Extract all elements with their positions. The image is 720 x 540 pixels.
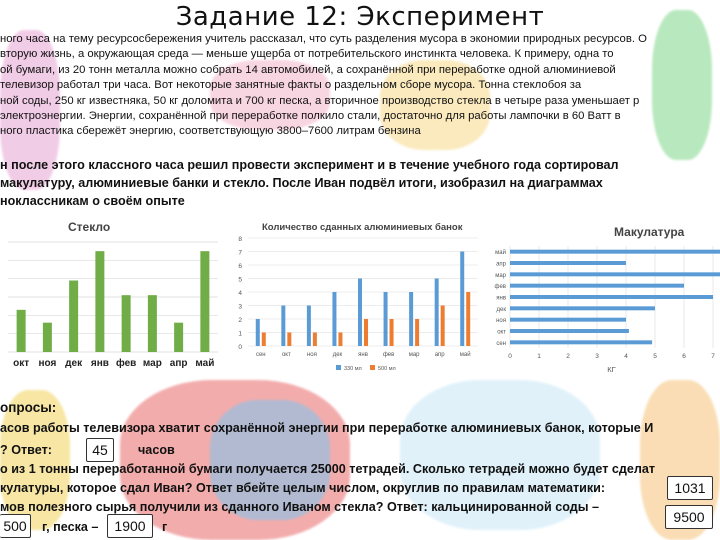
bar-май-330 мл: [460, 252, 464, 347]
x-axis-label: КГ: [607, 365, 616, 374]
bar-мар: [148, 295, 157, 352]
x-tick-label: сен: [255, 352, 266, 358]
x-tick-label: фев: [382, 352, 395, 358]
y-tick-label: 1: [238, 330, 242, 338]
question-2-text-cont: кулатуры, которое сдал Иван? Ответ вбейте целым числом, округлив по правилам математики:: [0, 481, 606, 495]
bar-окт: [510, 329, 629, 333]
y-tick-label: май: [495, 250, 506, 257]
y-tick-label: янв: [496, 295, 506, 302]
x-tick-label: 2: [566, 353, 570, 360]
chart-title: Количество сданных алюминиевых банок: [262, 222, 463, 233]
legend-swatch: [336, 365, 341, 370]
paragraph-line: ного пластика сбережёт энергию, соответствующую 3800–7600 литрам бензина: [0, 125, 421, 138]
bar-сен-330 мл: [256, 319, 260, 346]
question-1-text: асов работы телевизора хватит сохранённой энергии при переработке алюминиевых банок, которые И: [0, 421, 654, 435]
bar-янв-500 мл: [364, 319, 368, 346]
intro-line: макулатуру, алюминиевые банки и стекло. После Иван подвёл итоги, изобразил на диаграммах: [0, 176, 603, 190]
bar-мар-330 мл: [409, 292, 413, 346]
y-tick-label: мар: [495, 272, 506, 279]
x-tick-label: 4: [624, 353, 628, 360]
y-tick-label: 5: [238, 276, 242, 284]
bar-ноя: [510, 318, 626, 322]
bar-ноя-330 мл: [307, 306, 311, 347]
bar-сен: [510, 340, 652, 344]
x-tick-label: мар: [142, 358, 162, 369]
x-tick-label: мар: [408, 352, 420, 358]
bar-ноя-500 мл: [313, 333, 317, 347]
bar-мар: [510, 272, 720, 276]
y-tick-label: сен: [496, 340, 506, 347]
bar-ноя: [43, 323, 52, 352]
bar-фев-330 мл: [384, 292, 388, 346]
paragraph-line: электроэнергии. Энергии, сохранённой при переработке полкило стали, достаточно для работы лампочки в 60 Ватт в: [0, 109, 621, 122]
bar-сен-500 мл: [262, 333, 266, 347]
bar-янв-330 мл: [358, 279, 362, 347]
x-tick-label: май: [459, 352, 471, 358]
bar-май: [510, 250, 720, 254]
x-tick-label: 0: [508, 353, 512, 360]
bar-апр: [174, 323, 183, 352]
x-tick-label: фев: [115, 358, 137, 369]
answer-3-lime-input[interactable]: 500: [0, 514, 31, 538]
answer-2-input[interactable]: 1031: [667, 476, 713, 500]
y-tick-label: 0: [238, 344, 242, 351]
bar-апр-330 мл: [435, 279, 439, 347]
y-tick-label: 3: [238, 303, 242, 311]
answer-3-sand-input[interactable]: 1900: [107, 514, 153, 538]
x-tick-label: май: [195, 358, 215, 369]
page-title: Задание 12: Эксперимент: [175, 2, 545, 32]
bar-янв: [510, 295, 713, 299]
bar-дек: [510, 306, 655, 310]
x-tick-label: ноя: [38, 358, 57, 369]
answer-3-soda-input[interactable]: 9500: [665, 505, 713, 529]
bar-май: [200, 251, 209, 352]
bar-окт-500 мл: [287, 333, 291, 347]
y-tick-label: фев: [494, 284, 506, 291]
paper-chart: [484, 218, 720, 376]
x-tick-label: апр: [434, 352, 445, 358]
bar-дек: [69, 281, 78, 353]
answer-3-lime-unit: г, песка –: [42, 520, 99, 534]
x-tick-label: янв: [358, 352, 368, 358]
x-tick-label: окт: [13, 358, 30, 369]
bar-апр: [510, 261, 626, 265]
y-tick-label: окт: [497, 329, 506, 336]
x-tick-label: 3: [595, 353, 599, 360]
y-tick-label: ноя: [496, 318, 506, 325]
bar-окт: [17, 310, 26, 352]
glass-chart: [0, 212, 222, 374]
bar-апр-500 мл: [441, 306, 445, 347]
y-tick-label: 2: [238, 317, 242, 324]
question-3-text: мов полезного сырья получили из сданного Иваном стекла? Ответ: кальцинированной соды –: [0, 500, 600, 514]
bar-мар-500 мл: [415, 319, 419, 346]
article-paragraph: [0, 32, 720, 140]
answer-1-input[interactable]: 45: [86, 438, 114, 462]
answer-3-sand-unit: г: [162, 520, 168, 534]
answer-1-unit: часов: [138, 443, 175, 457]
y-tick-label: апр: [496, 261, 506, 268]
glass-chart-svg: [0, 212, 222, 374]
paragraph-line: вторую жизнь, а окружающая среда — меньше ущерба от потребительского инстинкта человека. К примеру, одна то: [0, 48, 614, 61]
question-2-text: о из 1 тонны переработанной бумаги получается 25000 тетрадей. Сколько тетрадей можно будет сделат: [0, 462, 656, 476]
legend-swatch: [370, 365, 375, 370]
bar-окт-330 мл: [281, 306, 285, 347]
legend-label: 330 мл: [344, 366, 362, 372]
cans-chart: [228, 214, 482, 374]
question-1-prefix: ? Ответ:: [0, 443, 52, 457]
experiment-intro: [0, 156, 720, 210]
intro-line: ноклассникам о своём опыте: [0, 194, 185, 208]
x-tick-label: окт: [281, 352, 291, 358]
bar-май-500 мл: [466, 292, 470, 346]
x-tick-label: ноя: [306, 352, 317, 358]
intro-line: н после этого классного часа решил провести эксперимент и в течение учебного года сортировал: [0, 158, 619, 172]
paragraph-line: телевизор работал три часа. Вот некоторые занятные факты о раздельном сборе мусора. Тонна стеклобоя за: [0, 79, 582, 92]
bar-янв: [95, 251, 104, 352]
paragraph-line: ного часа на тему ресурсосбережения учитель рассказал, что суть разделения мусора в экономии природных ресурсов. О: [0, 33, 647, 45]
chart-title: Макулатура: [614, 225, 685, 239]
x-tick-label: 5: [653, 353, 657, 360]
x-tick-label: 6: [682, 353, 686, 360]
y-tick-label: 4: [238, 290, 242, 297]
x-tick-label: янв: [90, 358, 109, 369]
x-tick-label: дек: [65, 358, 83, 369]
x-tick-label: апр: [169, 358, 188, 369]
questions-header: опросы:: [0, 400, 57, 415]
paragraph-line: ой бумаги, из 20 тонн металла можно собрать 14 автомобилей, а сохранённой при переработке одной алюминиевой: [0, 63, 616, 76]
legend-label: 500 мл: [378, 366, 396, 372]
paragraph-line: ной соды, 250 кг известняка, 50 кг доломита и 700 кг песка, а вторичное производство стекла в четыре раза уменьшает р: [0, 94, 640, 107]
y-tick-label: 8: [238, 236, 242, 243]
x-tick-label: 7: [711, 353, 715, 360]
x-tick-label: дек: [332, 352, 343, 358]
y-tick-label: 6: [238, 263, 242, 270]
cans-chart-svg: [228, 214, 482, 374]
bar-фев: [510, 284, 684, 288]
paper-chart-svg: [484, 218, 720, 376]
x-tick-label: 1: [537, 353, 541, 360]
bar-фев: [122, 295, 131, 352]
y-tick-label: 7: [238, 249, 242, 257]
chart-title: Стекло: [68, 220, 111, 234]
bar-фев-500 мл: [390, 319, 394, 346]
bar-дек-330 мл: [332, 292, 336, 346]
bar-дек-500 мл: [338, 333, 342, 347]
y-tick-label: дек: [496, 306, 506, 313]
